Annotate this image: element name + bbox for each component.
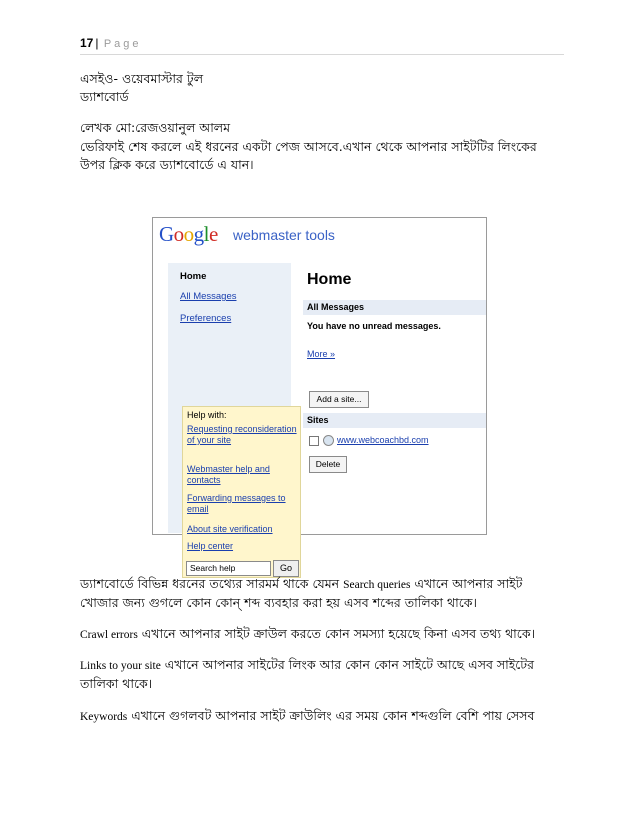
google-logo: Google (159, 222, 218, 246)
delete-button[interactable]: Delete (309, 456, 347, 473)
para2-line2: খোজার জন্য গুগলে কোন কোন্ শব্দ ব্যবহার করা হয় এসব শব্দের তালিকা থাকে। (80, 595, 477, 610)
subtitle-line: ড্যাশবোর্ড (80, 89, 129, 104)
site-checkbox[interactable] (309, 436, 319, 446)
para4-line2: তালিকা থাকে। (80, 676, 153, 691)
search-help-input[interactable]: Search help (186, 561, 271, 576)
para4-line1: Links to your site এখানে আপনার সাইটের লিংক আর কোন কোন সাইটে আছে এসব সাইটের (80, 657, 534, 672)
go-button[interactable]: Go (273, 560, 299, 577)
add-site-button[interactable]: Add a site... (309, 391, 369, 408)
page-word: Page (103, 38, 142, 50)
sidebar-item-preferences[interactable]: Preferences (180, 313, 232, 324)
para3-line: Crawl errors এখানে আপনার সাইট ক্রাউল করতে কোন সমস্যা হয়েছে কিনা এসব তথ্য থাকে। (80, 626, 536, 641)
all-messages-header: All Messages (303, 300, 486, 315)
term-links: Links to your site (80, 660, 161, 672)
main-panel (301, 263, 486, 533)
help-link-verification[interactable]: About site verification (187, 524, 273, 534)
main-title: Home (307, 271, 352, 288)
no-messages-text: You have no unread messages. (307, 321, 441, 331)
more-link[interactable]: More » (307, 349, 336, 359)
intro-line-2: উপর ক্লিক করে ড্যাশবোর্ডে এ যান। (80, 157, 254, 172)
sites-header: Sites (303, 413, 486, 428)
intro-line-1: ভেরিফাই শেষ করলে এই ধরনের একটা পেজ আসবে.এখান থেকে আপনার সাইটটির লিংকের (80, 139, 537, 154)
term-search-queries: Search queries (343, 579, 411, 591)
sidebar (168, 263, 297, 573)
page-header (80, 36, 564, 55)
sidebar-item-home[interactable]: Home (180, 271, 207, 282)
title-line: এসইও- ওয়েবমাস্টার টুল (80, 71, 204, 86)
help-box (182, 406, 301, 578)
help-link-webmaster-help[interactable]: Webmaster help and contacts (187, 464, 270, 485)
help-link-reconsideration[interactable]: Requesting reconsideration of your site (187, 424, 297, 445)
para5-line: Keywords এখানে গুগলবট আপনার সাইট ক্রাউলিং এর সময় কোন শব্দগুলি বেশি পায় সেসব (80, 708, 535, 723)
header-separator: | (95, 36, 99, 50)
globe-icon (323, 435, 334, 446)
help-link-forwarding[interactable]: Forwarding messages to email (187, 493, 286, 514)
author-line: লেখক মো:রেজওয়ানুল আলম (80, 120, 231, 135)
help-title: Help with: (187, 410, 227, 420)
term-crawl-errors: Crawl errors (80, 629, 138, 641)
para2-line1: ড্যাশবোর্ডে বিভিন্ন ধরনের তথ্যের সারমর্ম থাকে যেমন Search queries এখানে আপনার সাইট (80, 576, 523, 591)
term-keywords: Keywords (80, 711, 128, 723)
page-number: 17 (80, 36, 94, 50)
webmaster-screenshot (152, 217, 487, 573)
site-link[interactable]: www.webcoachbd.com (337, 435, 429, 445)
sidebar-item-all-messages[interactable]: All Messages (180, 291, 237, 302)
webmaster-tools-label: webmaster tools (233, 227, 335, 243)
help-link-help-center[interactable]: Help center (187, 541, 234, 551)
